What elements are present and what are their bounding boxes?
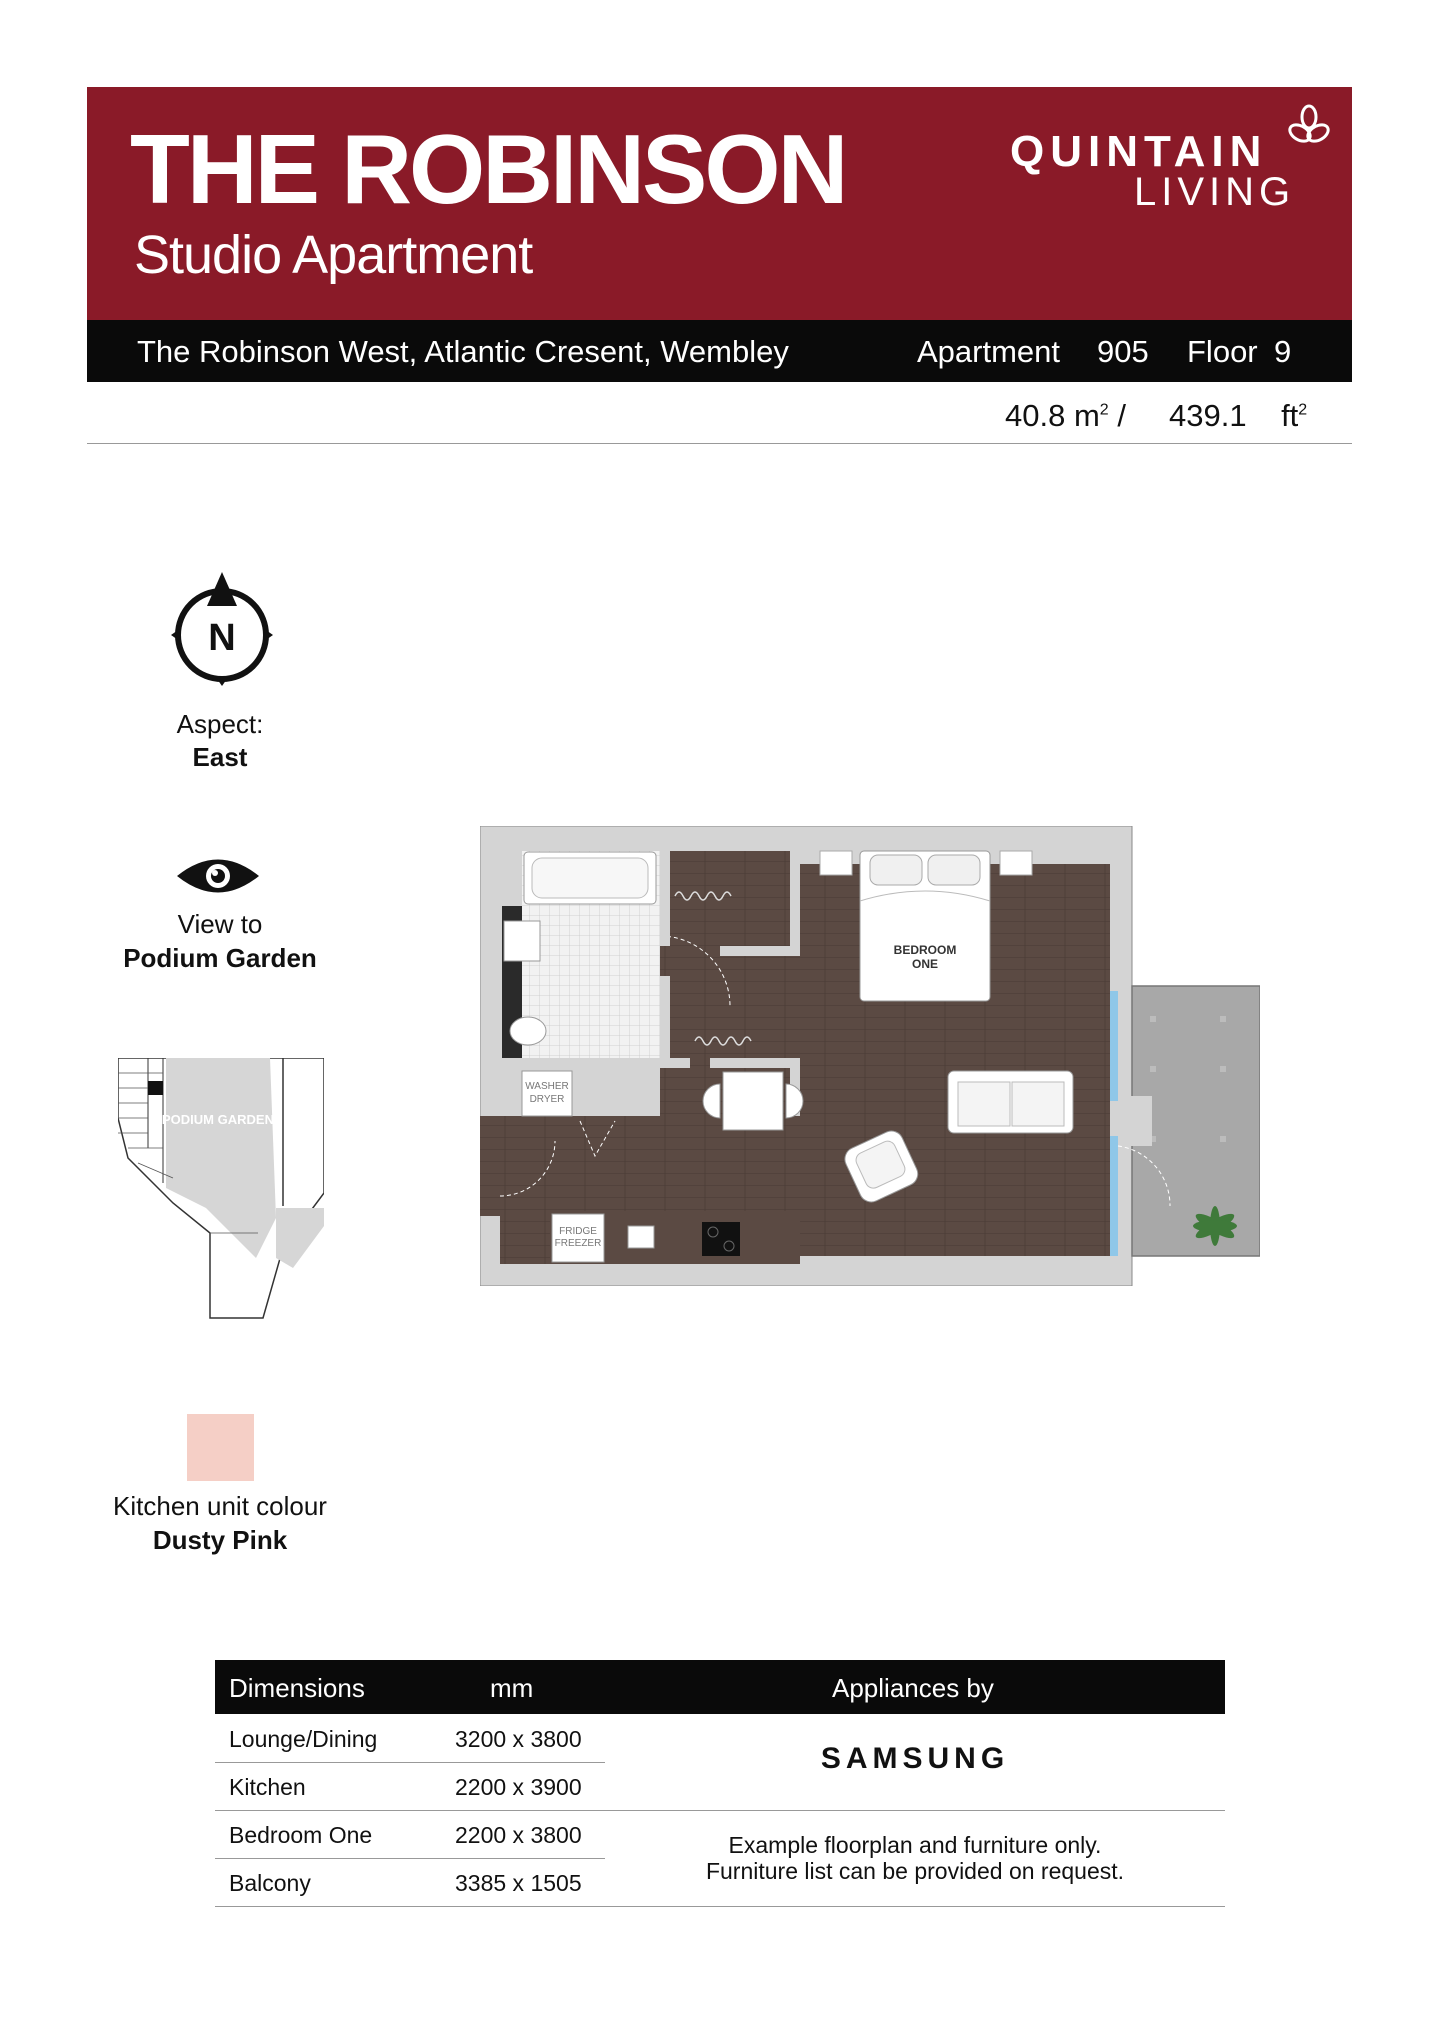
table-header — [215, 1660, 1225, 1714]
bedroom-label-top: BEDROOM — [893, 943, 957, 957]
room-name: Kitchen — [229, 1774, 306, 1800]
table-row — [215, 1810, 605, 1859]
table-row — [215, 1762, 605, 1811]
trefoil-logo-icon — [1286, 104, 1332, 150]
development-title: THE ROBINSON — [130, 114, 846, 224]
floor-number: 9 — [1274, 334, 1292, 369]
header-appliances: Appliances by — [832, 1673, 994, 1703]
header-divider — [87, 443, 1352, 444]
washer-label-bottom: DRYER — [529, 1094, 565, 1105]
disclaimer-line-1: Example floorplan and furniture only. — [728, 1832, 1102, 1858]
aspect-value: East — [192, 742, 248, 772]
address: The Robinson West, Atlantic Cresent, Wembley — [137, 334, 789, 369]
view-label: View to — [177, 909, 263, 939]
brand-logo-text-top: QUINTAIN — [1010, 127, 1268, 176]
fridge-label-top: FRIDGE — [559, 1226, 597, 1237]
apartment-type: Studio Apartment — [134, 225, 533, 285]
header-unit: mm — [490, 1673, 534, 1703]
kitchen-colour-value: Dusty Pink — [152, 1525, 288, 1555]
brand-logo-text-bottom: LIVING — [1134, 170, 1296, 214]
area-sqft-power: 2 — [1298, 401, 1308, 419]
appliance-brand-logo: SAMSUNG — [820, 1742, 1010, 1775]
aspect-label: Aspect: — [176, 709, 264, 739]
area-sqm: 40.8 — [1005, 398, 1066, 433]
washer-label-top: WASHER — [525, 1081, 569, 1092]
area-separator: / — [1117, 398, 1126, 433]
compass-letter: N — [208, 617, 236, 659]
table-bottom-divider — [605, 1906, 1225, 1907]
area-sqm-power: 2 — [1099, 401, 1109, 419]
table-row — [215, 1714, 605, 1763]
info-bar — [87, 320, 1352, 382]
kitchen-colour-swatch — [187, 1414, 254, 1481]
appliance-divider — [605, 1810, 1225, 1811]
room-name: Lounge/Dining — [229, 1726, 378, 1752]
header-dimensions: Dimensions — [229, 1673, 365, 1703]
area-row — [1005, 398, 1307, 434]
area-sqft-unit: ft — [1281, 398, 1299, 433]
fridge-label-bottom: FREEZER — [554, 1238, 602, 1249]
compass-north-icon — [167, 570, 277, 690]
room-size: 2200 x 3800 — [455, 1822, 582, 1848]
site-location-plan — [118, 1058, 324, 1328]
apartment-label: Apartment — [917, 334, 1061, 369]
area-sqm-unit: m — [1073, 398, 1100, 433]
view-value: Podium Garden — [123, 943, 317, 973]
room-size: 3200 x 3800 — [455, 1726, 582, 1752]
disclaimer-line-2: Furniture list can be provided on request. — [705, 1858, 1125, 1884]
room-name: Bedroom One — [229, 1822, 373, 1848]
table-row — [215, 1858, 605, 1907]
site-plan-label: PODIUM GARDEN — [162, 1112, 274, 1127]
kitchen-colour-label: Kitchen unit colour — [113, 1491, 327, 1521]
floorplan-drawing — [480, 826, 1260, 1286]
bedroom-label-bottom: ONE — [911, 957, 939, 971]
room-name: Balcony — [229, 1870, 311, 1896]
room-size: 3385 x 1505 — [455, 1870, 582, 1896]
eye-icon — [175, 853, 261, 899]
room-size: 2200 x 3900 — [455, 1774, 582, 1800]
area-sqft: 439.1 — [1169, 398, 1247, 433]
apartment-number: 905 — [1097, 334, 1149, 369]
floor-label: Floor — [1187, 334, 1258, 369]
